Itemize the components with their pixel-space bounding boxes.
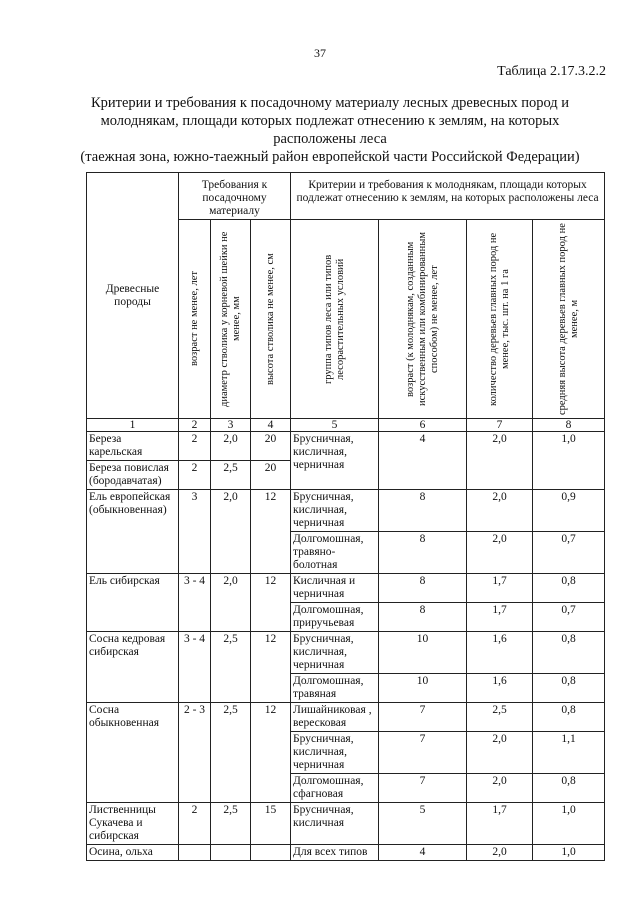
table-reference: Таблица 2.17.3.2.2 — [497, 64, 606, 79]
table-row — [87, 803, 605, 845]
tree-count-cell: 1,6 — [467, 632, 533, 674]
height-cell: 12 — [251, 574, 291, 632]
tree-count-cell: 2,0 — [467, 845, 533, 861]
forest-type-cell: Долгомошная, травяно-болотная — [291, 532, 379, 574]
diameter-cell — [211, 845, 251, 861]
table-row — [87, 845, 605, 861]
header-col-5: группа типов леса или типов лесорастительных условий — [291, 220, 379, 419]
column-numbers-row — [87, 419, 605, 432]
species-cell: Сосна кедровая сибирская — [87, 632, 179, 703]
avg-height-cell: 0,8 — [533, 574, 605, 603]
forest-type-cell: Долгомошная, травяная — [291, 674, 379, 703]
avg-height-cell: 0,8 — [533, 632, 605, 674]
young-age-cell: 4 — [379, 432, 467, 490]
young-age-cell: 8 — [379, 532, 467, 574]
height-cell: 12 — [251, 490, 291, 574]
forest-type-cell: Долгомошная, приручьевая — [291, 603, 379, 632]
forest-type-cell: Лишайниковая , вересковая — [291, 703, 379, 732]
forest-type-cell: Долгомошная, сфагновая — [291, 774, 379, 803]
title-line: (таежная зона, южно-таежный район европейской части Российской Федерации) — [80, 149, 580, 165]
young-age-cell: 8 — [379, 574, 467, 603]
column-number: 5 — [291, 419, 379, 432]
forest-type-cell: Брусничная, кисличная, черничная — [291, 432, 379, 490]
column-number: 6 — [379, 419, 467, 432]
avg-height-cell: 0,8 — [533, 774, 605, 803]
avg-height-cell: 1,0 — [533, 845, 605, 861]
header-col-7: количество деревьев главных пород не менее, тыс. шт. на 1 га — [467, 220, 533, 419]
header-species: Древесные породы — [87, 173, 179, 419]
diameter-cell: 2,5 — [211, 803, 251, 845]
table-row — [87, 703, 605, 732]
avg-height-cell: 1,0 — [533, 432, 605, 490]
forest-type-cell: Для всех типов — [291, 845, 379, 861]
age-cell: 2 — [179, 803, 211, 845]
avg-height-cell: 0,7 — [533, 532, 605, 574]
young-age-cell: 10 — [379, 632, 467, 674]
tree-count-cell: 1,7 — [467, 603, 533, 632]
age-cell: 3 - 4 — [179, 574, 211, 632]
diameter-cell: 2,0 — [211, 574, 251, 632]
age-cell: 3 — [179, 490, 211, 574]
height-cell: 12 — [251, 632, 291, 703]
species-cell: Осина, ольха — [87, 845, 179, 861]
diameter-cell: 2,0 — [211, 490, 251, 574]
header-col-8: средняя высота деревьев главных пород не менее, м — [533, 220, 605, 419]
height-cell: 12 — [251, 703, 291, 803]
table-row — [87, 574, 605, 603]
young-age-cell: 5 — [379, 803, 467, 845]
column-number: 3 — [211, 419, 251, 432]
column-number: 8 — [533, 419, 605, 432]
tree-count-cell: 2,0 — [467, 490, 533, 532]
tree-count-cell: 2,0 — [467, 432, 533, 490]
tree-count-cell: 1,7 — [467, 574, 533, 603]
species-cell: Сосна обыкновенная — [87, 703, 179, 803]
young-age-cell: 10 — [379, 674, 467, 703]
forest-type-cell: Брусничная, кисличная, черничная — [291, 490, 379, 532]
header-col-3: диаметр стволика у корневой шейки не менее, мм — [211, 220, 251, 419]
species-cell: Ель европейская (обыкновенная) — [87, 490, 179, 574]
tree-count-cell: 2,0 — [467, 732, 533, 774]
young-age-cell: 7 — [379, 774, 467, 803]
avg-height-cell: 1,1 — [533, 732, 605, 774]
tree-count-cell: 1,7 — [467, 803, 533, 845]
species-cell: Ель сибирская — [87, 574, 179, 632]
header-planting-material: Требования к посадочному материалу — [179, 173, 291, 220]
tree-count-cell: 2,5 — [467, 703, 533, 732]
forest-type-cell: Брусничная, кисличная, черничная — [291, 632, 379, 674]
height-cell: 20 — [251, 461, 291, 490]
column-number: 4 — [251, 419, 291, 432]
age-cell: 2 — [179, 461, 211, 490]
avg-height-cell: 1,0 — [533, 803, 605, 845]
avg-height-cell: 0,9 — [533, 490, 605, 532]
header-young-stands: Критерии и требования к молоднякам, площади которых подлежат отнесению к землям, на которых расположены леса — [291, 173, 605, 220]
forest-type-cell: Брусничная, кисличная, черничная — [291, 732, 379, 774]
title-line: расположены леса — [273, 131, 387, 147]
species-cell: Береза повислая (бородавчатая) — [87, 461, 179, 490]
age-cell — [179, 845, 211, 861]
diameter-cell: 2,5 — [211, 632, 251, 703]
age-cell: 2 — [179, 432, 211, 461]
young-age-cell: 7 — [379, 732, 467, 774]
avg-height-cell: 0,8 — [533, 703, 605, 732]
age-cell: 3 - 4 — [179, 632, 211, 703]
column-number: 2 — [179, 419, 211, 432]
young-age-cell: 7 — [379, 703, 467, 732]
diameter-cell: 2,5 — [211, 461, 251, 490]
column-number: 7 — [467, 419, 533, 432]
height-cell: 15 — [251, 803, 291, 845]
diameter-cell: 2,0 — [211, 432, 251, 461]
diameter-cell: 2,5 — [211, 703, 251, 803]
title-line: молоднякам, площади которых подлежат отнесению к землям, на которых — [100, 113, 560, 129]
avg-height-cell: 0,7 — [533, 603, 605, 632]
tree-count-cell: 1,6 — [467, 674, 533, 703]
tree-count-cell: 2,0 — [467, 532, 533, 574]
species-cell: Береза карельская — [87, 432, 179, 461]
tree-count-cell: 2,0 — [467, 774, 533, 803]
page-number: 37 — [314, 46, 326, 60]
forest-type-cell: Брусничная, кисличная — [291, 803, 379, 845]
table-row — [87, 632, 605, 674]
table-row — [87, 432, 605, 461]
avg-height-cell: 0,8 — [533, 674, 605, 703]
young-age-cell: 8 — [379, 490, 467, 532]
height-cell — [251, 845, 291, 861]
column-number: 1 — [87, 419, 179, 432]
young-age-cell: 4 — [379, 845, 467, 861]
header-col-6: возраст (к молоднякам, созданным искусственным или комбинированным способом) не менее, лет — [379, 220, 467, 419]
table-row — [87, 490, 605, 532]
young-age-cell: 8 — [379, 603, 467, 632]
age-cell: 2 - 3 — [179, 703, 211, 803]
forest-type-cell: Кисличная и черничная — [291, 574, 379, 603]
document-title — [60, 94, 600, 166]
title-line: Критерии и требования к посадочному материалу лесных древесных пород и — [90, 95, 570, 111]
height-cell: 20 — [251, 432, 291, 461]
criteria-table — [86, 172, 605, 861]
header-col-4: высота стволика не менее, см — [251, 220, 291, 419]
header-col-2: возраст не менее, лет — [179, 220, 211, 419]
species-cell: Лиственницы Сукачева и сибирская — [87, 803, 179, 845]
